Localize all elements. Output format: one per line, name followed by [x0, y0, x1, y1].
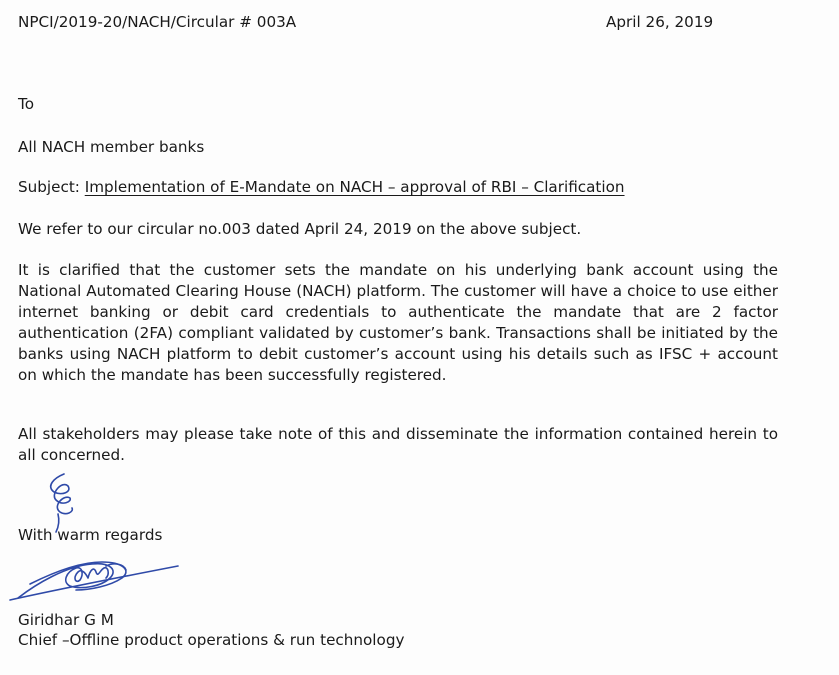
subject-line	[18, 177, 625, 197]
circular-date: April 26, 2019	[606, 13, 714, 31]
subject-label: Subject:	[18, 178, 80, 196]
circular-reference: NPCI/2019-20/NACH/Circular # 003A	[18, 13, 297, 31]
salutation-to: To	[18, 95, 34, 113]
paragraph-stakeholders: All stakeholders may please take note of this and disseminate the information contained herein to all concerned.	[18, 425, 778, 464]
paragraph-clarification: It is clarified that the customer sets the mandate on his underlying bank account using the National Automated Clearing House (NACH) platform. The customer will have a choice to use either internet banking or debit card credentials to authenticate the mandate that are 2 factor authentication (2FA) compliant validated by customer’s bank. Transactions shall be initiated by the banks using NACH platform to debit customer’s account using his details such as IFSC + account on which the mandate has been successfully registered.	[18, 261, 778, 384]
closing-regards: With warm regards	[18, 526, 163, 544]
signatory-title: Chief –Offline product operations & run technology	[18, 631, 405, 649]
paragraph-reference: We refer to our circular no.003 dated April 24, 2019 on the above subject.	[18, 220, 582, 238]
addressee: All NACH member banks	[18, 138, 205, 156]
signatory-name: Giridhar G M	[18, 611, 114, 629]
subject-text: Implementation of E-Mandate on NACH – approval of RBI – Clarification	[84, 178, 625, 196]
